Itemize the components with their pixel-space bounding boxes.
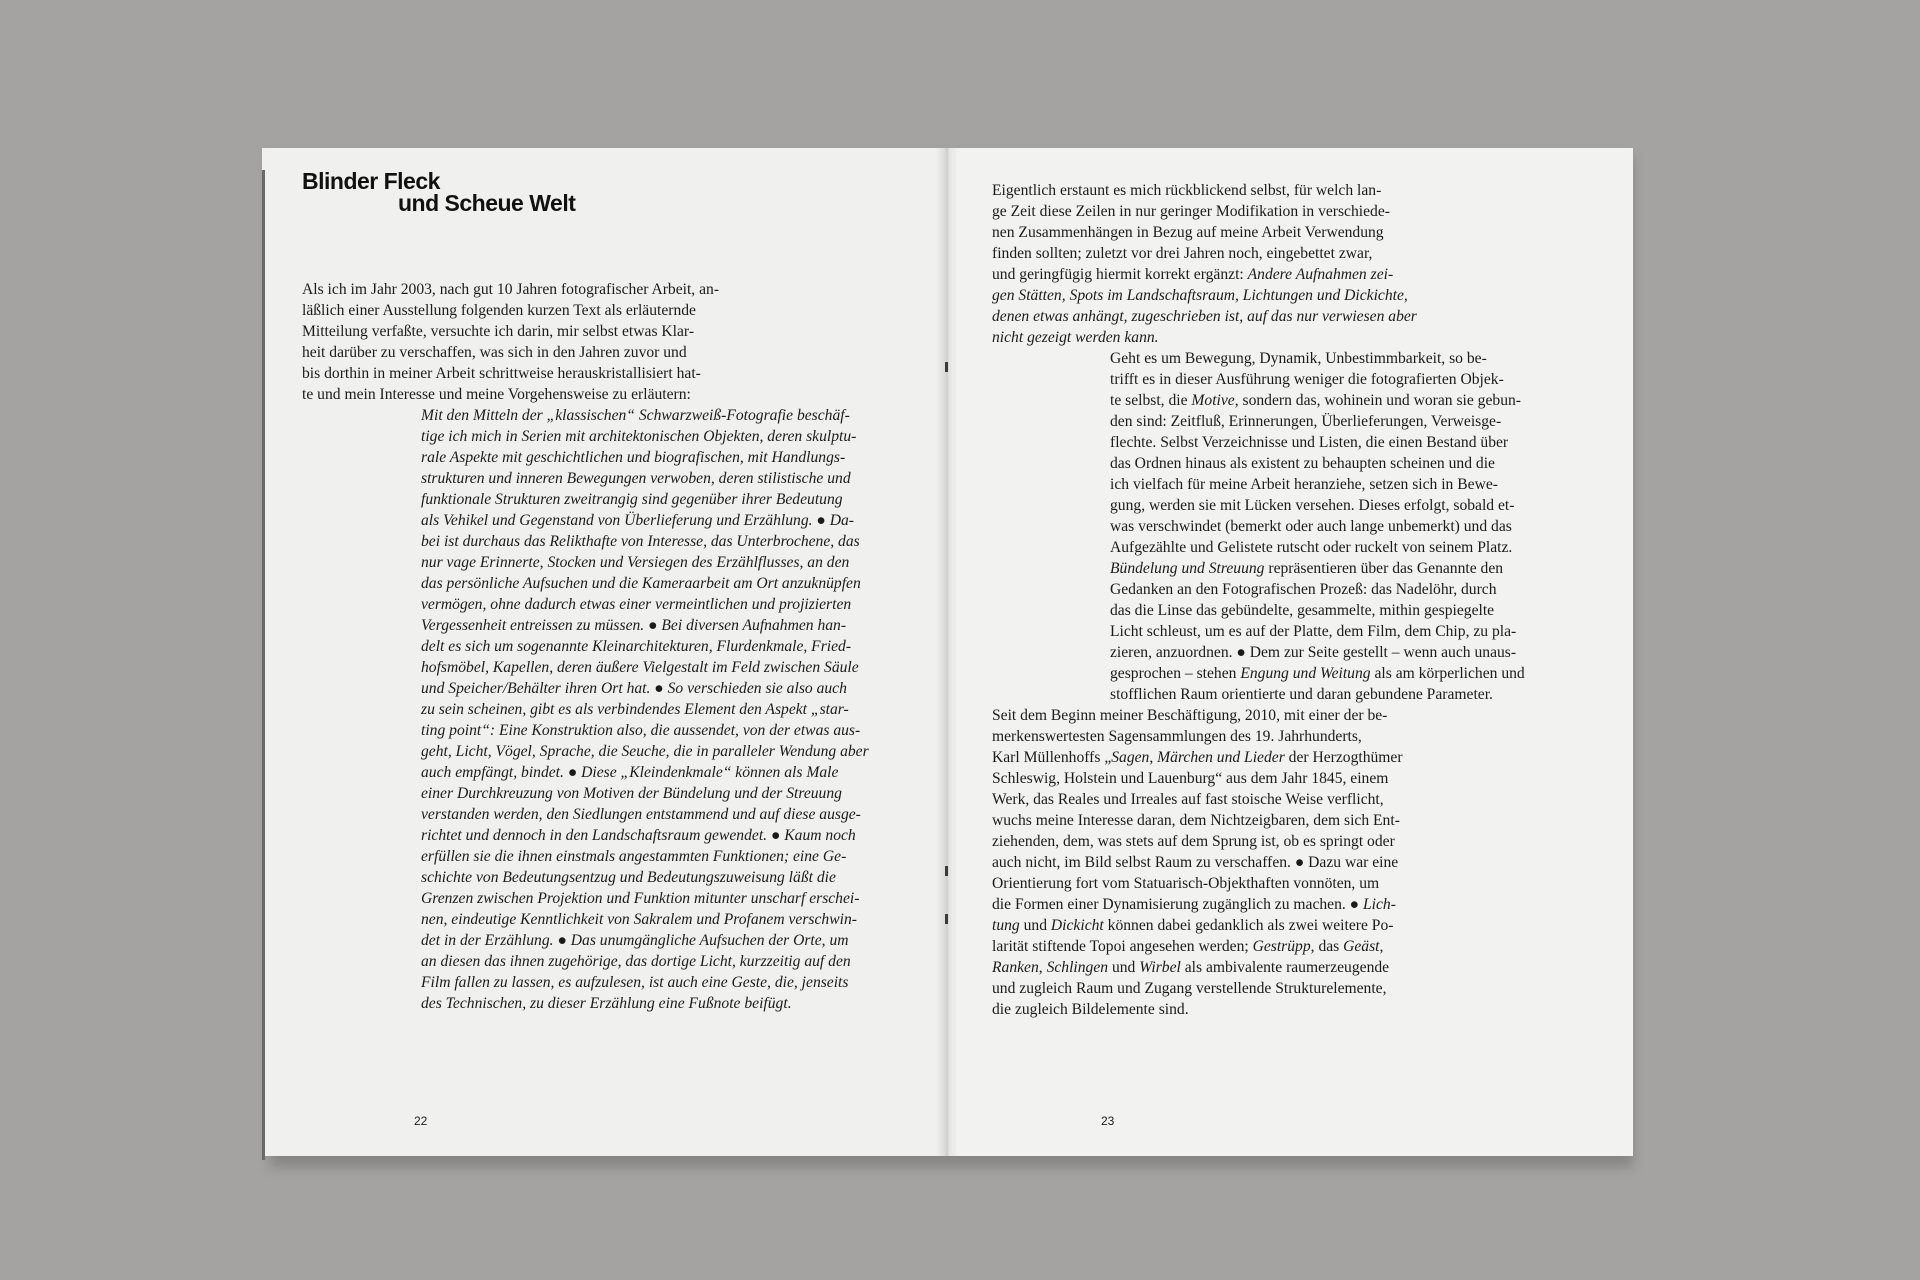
text-line: gesprochen – stehen Engung und Weitung als am körperlichen und xyxy=(1110,665,1525,682)
text-line: das Ordnen hinaus als existent zu behaupten scheinen und die xyxy=(1110,455,1495,472)
text-line: bei ist durchaus das Relikthafte von Interesse, das Unterbrochene, das xyxy=(421,533,860,550)
text-line: Vergessenheit entreissen zu müssen. ● Bei diversen Aufnahmen han- xyxy=(421,617,847,634)
text-line: Karl Müllenhoffs „Sagen, Märchen und Lieder der Herzogthümer xyxy=(992,749,1403,766)
text-line: und geringfügig hiermit korrekt ergänzt: Andere Aufnahmen zei- xyxy=(992,266,1394,283)
text-line: und zugleich Raum und Zugang verstellende Strukturelemente, xyxy=(992,980,1387,997)
text-line: merkenswertesten Sagensammlungen des 19. Jahrhunderts, xyxy=(992,728,1362,745)
text-line: an diesen das ihnen zugehörige, das dortige Licht, kurzzeitig auf den xyxy=(421,953,851,970)
text-line: Grenzen zwischen Projektion und Funktion mitunter unscharf erschei- xyxy=(421,890,860,907)
text-line: richtet und dennoch in den Landschaftsraum gewendet. ● Kaum noch xyxy=(421,827,856,844)
text-line: hofsmöbel, Kapellen, deren äußere Vielgestalt im Feld zwischen Säule xyxy=(421,659,859,676)
staple-bottom xyxy=(945,914,948,924)
text-line: ziehenden, dem, was stets auf dem Sprung ist, ob es springt oder xyxy=(992,833,1395,850)
text-line: gen Stätten, Spots im Landschaftsraum, Lichtungen und Dickichte, xyxy=(992,287,1408,304)
text-line: Gedanken an den Fotografischen Prozeß: das Nadelöhr, durch xyxy=(1110,581,1497,598)
text-line: und Speicher/Behälter ihren Ort hat. ● So verschieden sie also auch xyxy=(421,680,847,697)
page-edge xyxy=(262,170,265,1160)
text-line: ge Zeit diese Zeilen in nur geringer Modifikation in verschiede- xyxy=(992,203,1390,220)
text-line: Mitteilung verfaßte, versuchte ich darin, mir selbst etwas Klar- xyxy=(302,323,695,340)
text-line: finden sollten; zuletzt vor drei Jahren noch, eingebettet zwar, xyxy=(992,245,1373,262)
text-line: nur vage Erinnerte, Stocken und Versiegen des Erzählflusses, an den xyxy=(421,554,850,571)
text-line: Licht schleust, um es auf der Platte, dem Film, dem Chip, zu pla- xyxy=(1110,623,1517,640)
page-title-line-2: und Scheue Welt xyxy=(398,190,576,216)
text-line: Als ich im Jahr 2003, nach gut 10 Jahren fotografischer Arbeit, an- xyxy=(302,281,720,298)
text-line: ich vielfach für meine Arbeit heranziehe, setzen sich in Bewe- xyxy=(1110,476,1498,493)
text-line: die zugleich Bildelemente sind. xyxy=(992,1001,1189,1018)
text-line: Geht es um Bewegung, Dynamik, Unbestimmbarkeit, so be- xyxy=(1110,350,1487,367)
right-paragraph-2 xyxy=(1110,348,1525,705)
text-line: gung, werden sie mit Lücken versehen. Dieses erfolgt, sobald et- xyxy=(1110,497,1515,514)
text-line: Aufgezählte und Gelistete rutscht oder ruckelt von seinem Platz. xyxy=(1110,539,1513,556)
left-intro-paragraph xyxy=(302,279,719,405)
text-line: zu sein scheinen, gibt es als verbindendes Element den Aspekt „star- xyxy=(421,701,849,718)
text-line: läßlich einer Ausstellung folgenden kurzen Text als erläuternde xyxy=(302,302,696,319)
text-line: stofflichen Raum orientierte und daran gebundene Parameter. xyxy=(1110,686,1493,703)
text-line: erfüllen sie die ihnen einstmals angestammten Funktionen; eine Ge- xyxy=(421,848,847,865)
text-line: vermögen, ohne dadurch etwas einer vermeintlichen und projizierten xyxy=(421,596,852,613)
text-line: als Vehikel und Gegenstand von Überlieferung und Erzählung. ● Da- xyxy=(421,512,854,529)
text-line: auch empfängt, bindet. ● Diese „Kleindenkmale“ können als Male xyxy=(421,764,839,781)
text-line: tige ich mich in Serien mit architektonischen Objekten, deren skulptu- xyxy=(421,428,857,445)
left-quote-paragraph xyxy=(421,405,869,1014)
text-line: te und mein Interesse und meine Vorgehensweise zu erläutern: xyxy=(302,386,691,403)
text-line: bis dorthin in meiner Arbeit schrittweise herauskristallisiert hat- xyxy=(302,365,701,382)
text-line: Werk, das Reales und Irreales auf fast stoische Weise verflicht, xyxy=(992,791,1384,808)
text-line: die Formen einer Dynamisierung zugänglich zu machen. ● Lich- xyxy=(992,896,1396,913)
staple-middle xyxy=(945,866,948,876)
page-number-right: 23 xyxy=(1101,1114,1115,1128)
text-line: trifft es in dieser Ausführung weniger die fotografierten Objek- xyxy=(1110,371,1504,388)
text-line: schichte von Bedeutungsentzug und Bedeutungszuweisung läßt die xyxy=(421,869,836,886)
text-line: heit darüber zu verschaffen, was sich in den Jahren zuvor und xyxy=(302,344,687,361)
text-line: des Technischen, zu dieser Erzählung eine Fußnote beifügt. xyxy=(421,995,792,1012)
page-title-line-1: Blinder Fleck xyxy=(302,168,440,194)
right-paragraph-1 xyxy=(992,180,1417,348)
text-line: das die Linse das gebündelte, gesammelte, mithin gespiegelte xyxy=(1110,602,1495,619)
right-paragraph-3 xyxy=(992,705,1403,1020)
text-line: rale Aspekte mit geschichtlichen und biografischen, mit Handlungs- xyxy=(421,449,846,466)
text-line: den sind: Zeitfluß, Erinnerungen, Überlieferungen, Verweisge- xyxy=(1110,413,1502,430)
text-line: Bündelung und Streuung repräsentieren über das Genannte den xyxy=(1110,560,1504,577)
text-line: was verschwindet (bemerkt oder auch lange unbemerkt) und das xyxy=(1110,518,1512,535)
text-line: nen, eindeutige Kenntlichkeit von Sakralem und Profanem verschwin- xyxy=(421,911,857,928)
text-line: geht, Licht, Vögel, Sprache, die Seuche, die in paralleler Wendung aber xyxy=(421,743,869,760)
text-line: Schleswig, Holstein und Lauenburg“ aus dem Jahr 1845, einem xyxy=(992,770,1389,787)
text-line: Film fallen zu lassen, es aufzulesen, ist auch eine Geste, die, jenseits xyxy=(421,974,849,991)
text-line: auch nicht, im Bild selbst Raum zu verschaffen. ● Dazu war eine xyxy=(992,854,1399,871)
text-line: strukturen und inneren Bewegungen verwoben, deren stilistische und xyxy=(421,470,851,487)
text-line: Seit dem Beginn meiner Beschäftigung, 2010, mit einer der be- xyxy=(992,707,1388,724)
text-line: wuchs meine Interesse daran, dem Nichtzeigbaren, dem sich Ent- xyxy=(992,812,1400,829)
text-line: flechte. Selbst Verzeichnisse und Listen, die einen Bestand über xyxy=(1110,434,1509,451)
text-line: denen etwas anhängt, zugeschrieben ist, auf das nur verwiesen aber xyxy=(992,308,1417,325)
text-line: einer Durchkreuzung von Motiven der Bündelung und der Streuung xyxy=(421,785,842,802)
text-line: zieren, anzuordnen. ● Dem zur Seite gestellt – wenn auch unaus- xyxy=(1110,644,1517,661)
text-line: tung und Dickicht können dabei gedanklich als zwei weitere Po- xyxy=(992,917,1394,934)
text-line: funktionale Strukturen zweitrangig sind gegenüber ihrer Bedeutung xyxy=(421,491,843,508)
text-line: nicht gezeigt werden kann. xyxy=(992,329,1159,346)
text-line: das persönliche Aufsuchen und die Kameraarbeit am Ort anzuknüpfen xyxy=(421,575,861,592)
text-line: Mit den Mitteln der „klassischen“ Schwarzweiß-Fotografie beschäf- xyxy=(421,407,850,424)
text-line: te selbst, die Motive, sondern das, wohinein und woran sie gebun- xyxy=(1110,392,1521,409)
text-line: delt es sich um sogenannte Kleinarchitekturen, Flurdenkmale, Fried- xyxy=(421,638,852,655)
book-gutter xyxy=(936,148,958,1156)
text-line: ting point“: Eine Konstruktion also, die aussendet, von der etwas aus- xyxy=(421,722,861,739)
text-line: nen Zusammenhängen in Bezug auf meine Arbeit Verwendung xyxy=(992,224,1384,241)
text-line: Ranken, Schlingen und Wirbel als ambivalente raumerzeugende xyxy=(992,959,1390,976)
text-line: verstanden werden, den Siedlungen entstammend und auf diese ausge- xyxy=(421,806,861,823)
page-number-left: 22 xyxy=(414,1114,428,1128)
staple-top xyxy=(945,362,948,372)
text-line: larität stiftende Topoi angesehen werden; Gestrüpp, das Geäst, xyxy=(992,938,1384,955)
text-line: det in der Erzählung. ● Das unumgängliche Aufsuchen der Orte, um xyxy=(421,932,849,949)
text-line: Eigentlich erstaunt es mich rückblickend selbst, für welch lan- xyxy=(992,182,1382,199)
text-line: Orientierung fort vom Statuarisch-Objekthaften vonnöten, um xyxy=(992,875,1380,892)
